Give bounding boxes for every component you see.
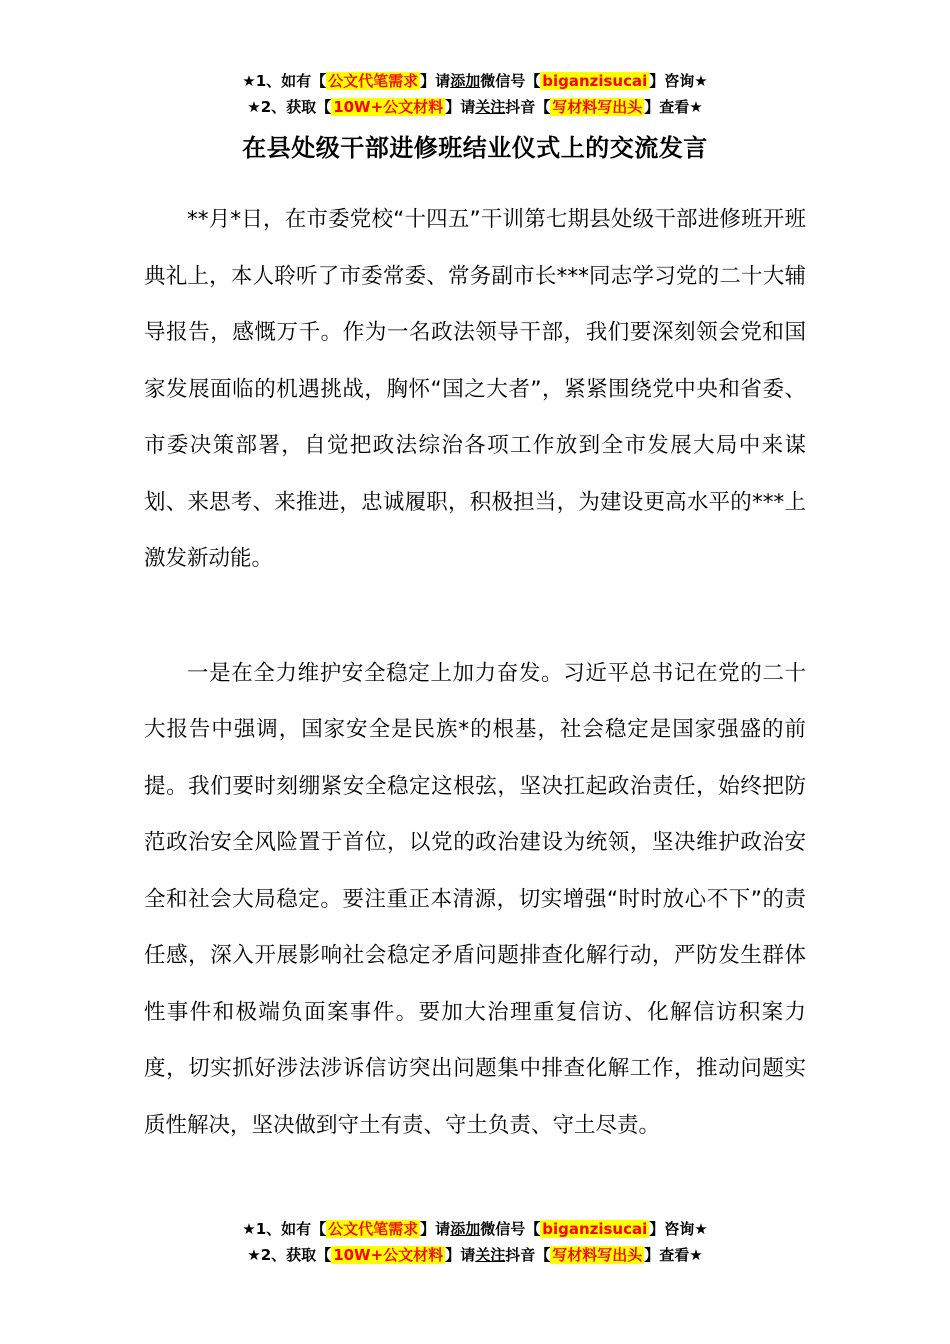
- paragraph: 一是在全力维护安全稳定上加力奋发。习近平总书记在党的二十大报告中强调，国家安全是民族*的根基，社会稳定是国家强盛的前提。我们要时刻绷紧安全稳定这根弦，坚决扛起政治责任，始终把防范政治安全风险置于首位，以党的政治建设为统领，坚决维护政治安全和社会大局稳定。要注重正本清源，切实增强“时时放心不下”的责任感，深入开展影响社会稳定矛盾问题排查化解行动，严防发生群体性事件和极端负面案事件。要加大治理重复信访、化解信访积案力度，切实抓好涉法涉诉信访突出问题集中排查化解工作，推动问题实质性解决，坚决做到守土有责、守土负责、守土尽责。: [144, 660, 806, 1138]
- banner-text: 】查看★: [644, 98, 703, 116]
- banner-line-1: [0, 68, 950, 94]
- banner-text: ★2、获取【: [247, 1246, 332, 1264]
- banner-underline: 关注: [475, 98, 506, 116]
- banner-highlight: biganzisucai: [542, 1220, 648, 1238]
- banner-line-1: [0, 1216, 950, 1242]
- header-banner: [0, 68, 950, 120]
- banner-underline: 添加: [450, 72, 481, 90]
- banner-text: 】咨询★: [649, 72, 708, 90]
- banner-text: 】请: [420, 72, 451, 90]
- banner-highlight: biganzisucai: [542, 72, 648, 90]
- banner-text: ★1、如有【: [242, 72, 327, 90]
- banner-text: 】请: [445, 98, 476, 116]
- banner-highlight: 公文代笔需求: [328, 1220, 419, 1238]
- paragraph: **月*日，在市委党校“十四五”干训第七期县处级干部进修班开班典礼上，本人聆听了市委常委、常务副市长***同志学习党的二十大辅导报告，感慨万千。作为一名政法领导干部，我们要深刻领会党和国家发展面临的机遇挑战，胸怀“国之大者”，紧紧围绕党中央和省委、市委决策部署，自觉把政法综治各项工作放到全市发展大局中来谋划、来思考、来推进，忠诚履职，积极担当，为建设更高水平的***上激发新动能。: [144, 207, 806, 571]
- banner-highlight: 10W+公文材料: [333, 98, 444, 116]
- banner-highlight: 写材料写出头: [552, 1246, 643, 1264]
- banner-text: 】咨询★: [649, 1220, 708, 1238]
- banner-underline: 关注: [475, 1246, 506, 1264]
- banner-text: ★1、如有【: [242, 1220, 327, 1238]
- banner-text: 】请: [445, 1246, 476, 1264]
- banner-text: 】查看★: [644, 1246, 703, 1264]
- banner-highlight: 10W+公文材料: [333, 1246, 444, 1264]
- banner-text: 微信号【: [480, 72, 541, 90]
- banner-line-2: [0, 94, 950, 120]
- banner-text: 抖音【: [505, 1246, 551, 1264]
- footer-banner: [0, 1216, 950, 1268]
- banner-text: 】请: [420, 1220, 451, 1238]
- document-body: [144, 192, 806, 1154]
- banner-highlight: 写材料写出头: [552, 98, 643, 116]
- banner-highlight: 公文代笔需求: [328, 72, 419, 90]
- banner-line-2: [0, 1242, 950, 1268]
- document-title: 在县处级干部进修班结业仪式上的交流发言: [242, 134, 708, 162]
- banner-text: 微信号【: [480, 1220, 541, 1238]
- banner-text: ★2、获取【: [247, 98, 332, 116]
- banner-underline: 添加: [450, 1220, 481, 1238]
- banner-text: 抖音【: [505, 98, 551, 116]
